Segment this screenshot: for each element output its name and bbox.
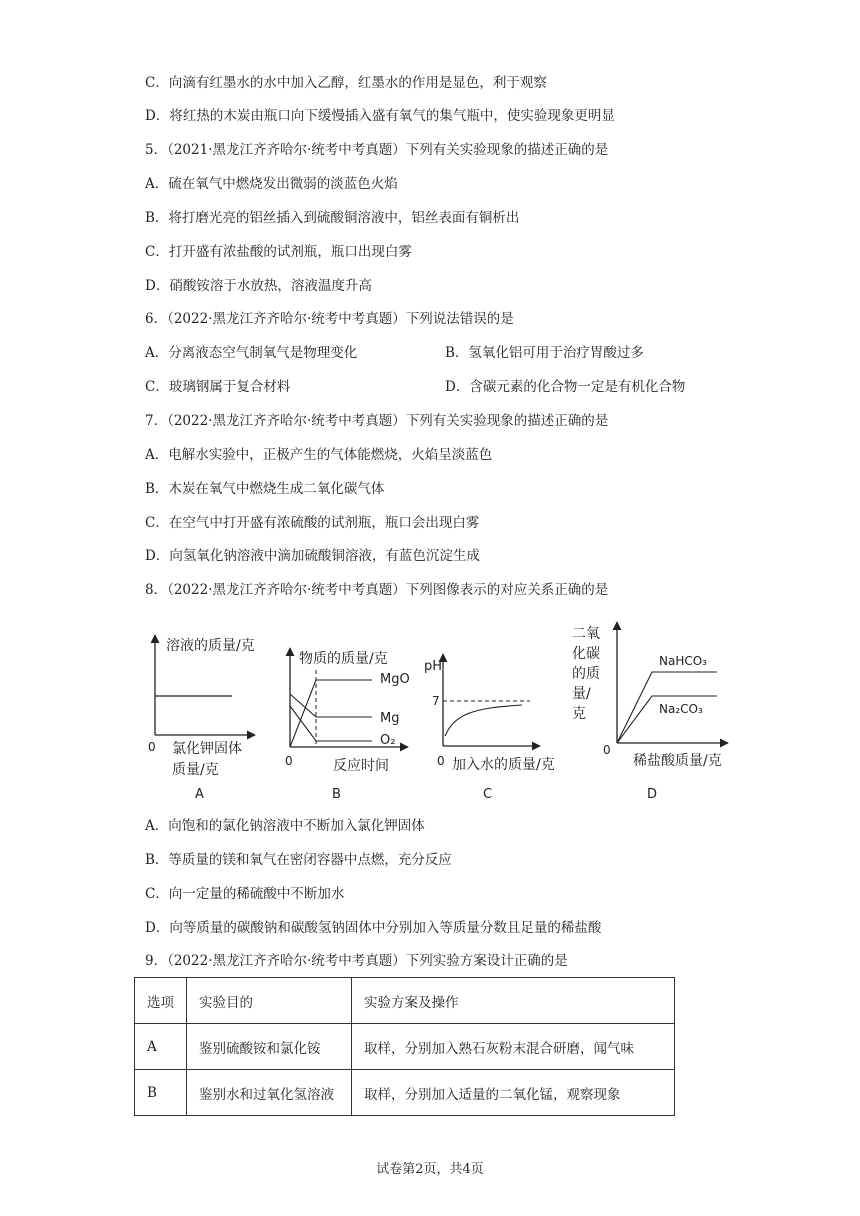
graph-a-xlabel-1: 氯化钾固体 [172,741,242,757]
table-cell: 鉴别硫酸铵和氯化铵 [187,1024,352,1070]
graph-b-curve-o2 [290,706,372,741]
q5-option-a: A．硫在氧气中燃烧发出微弱的淡蓝色火焰 [145,176,398,192]
graph-d-label-na2co3: Na₂CO₃ [659,702,703,716]
graph-b-caption: B [332,787,341,802]
graph-c [424,654,555,802]
graph-d-ylabel-3: 的质 [572,666,600,682]
graph-d [572,622,728,802]
graph-a [148,635,255,802]
table-cell: 鉴别水和过氧化氢溶液 [187,1070,352,1116]
graph-c-caption: C [483,787,493,802]
q8-option-b: B．等质量的镁和氧气在密闭容器中点燃，充分反应 [145,852,452,868]
q6-option-a: A．分离液态空气制氧气是物理变化 [145,345,358,361]
question-8-figures [0,610,860,810]
graph-b-curve-mg [290,694,372,717]
graph-c-curve [445,705,522,736]
graph-b [285,648,410,802]
graph-d-ylabel-1: 二氧 [572,626,600,642]
graph-c-ylabel: pH [424,659,443,674]
table-row [135,1070,675,1116]
graph-a-caption: A [195,787,204,802]
q8-option-d: D．向等质量的碳酸钠和碳酸氢钠固体中分别加入等质量分数且足量的稀盐酸 [145,920,602,936]
table-header-cell: 实验方案及操作 [352,978,675,1024]
graph-c-origin: 0 [437,754,445,768]
table-row [135,1024,675,1070]
graph-b-label-mgo: MgO [380,672,410,687]
table-header-cell: 实验目的 [187,978,352,1024]
table-cell: B [135,1070,187,1116]
graph-d-ylabel-2: 化碳 [572,646,600,662]
q7-option-b: B．木炭在氧气中燃烧生成二氧化碳气体 [145,481,385,497]
graph-d-origin: 0 [603,743,611,757]
q4-option-d: D．将红热的木炭由瓶口向下缓慢插入盛有氧气的集气瓶中，使实验现象更明显 [145,108,615,124]
graph-a-ylabel: 溶液的质量/克 [166,638,255,654]
question-5-title: 5．（2021·黑龙江齐齐哈尔·统考中考真题）下列有关实验现象的描述正确的是 [145,142,609,158]
q6-option-c: C．玻璃钢属于复合材料 [145,379,291,395]
question-7-title: 7．（2022·黑龙江齐齐哈尔·统考中考真题）下列有关实验现象的描述正确的是 [145,413,609,429]
q7-option-d: D．向氢氧化钠溶液中滴加硫酸铜溶液，有蓝色沉淀生成 [145,548,480,564]
graph-b-label-o2: O₂ [380,733,396,748]
graph-b-origin: 0 [285,754,293,768]
question-9-title: 9．（2022·黑龙江齐齐哈尔·统考中考真题）下列实验方案设计正确的是 [145,953,568,969]
q5-option-c: C．打开盛有浓盐酸的试剂瓶，瓶口出现白雾 [145,244,412,260]
question-6-title: 6．（2022·黑龙江齐齐哈尔·统考中考真题）下列说法错误的是 [145,311,514,327]
graph-b-ylabel: 物质的质量/克 [299,651,388,667]
graph-d-ylabel-5: 克 [572,706,586,722]
q8-option-c: C．向一定量的稀硫酸中不断加水 [145,886,345,902]
q5-option-b: B．将打磨光亮的铝丝插入到硫酸铜溶液中，铝丝表面有铜析出 [145,210,520,226]
graph-d-ylabel-4: 量/ [572,686,591,702]
graph-c-tick-7: 7 [432,694,440,708]
graph-b-label-mg: Mg [380,711,400,726]
table-header-cell: 选项 [135,978,187,1024]
graph-a-xlabel-2: 质量/克 [172,762,219,778]
q7-option-c: C．在空气中打开盛有浓硫酸的试剂瓶，瓶口会出现白雾 [145,515,480,531]
graph-b-curve-mgo [290,680,372,747]
q6-option-d: D．含碳元素的化合物一定是有机化合物 [445,379,686,395]
q7-option-a: A．电解水实验中，正极产生的气体能燃烧，火焰呈淡蓝色 [145,447,493,463]
graph-d-label-nahco3: NaHCO₃ [659,654,707,668]
question-8-title: 8．（2022·黑龙江齐齐哈尔·统考中考真题）下列图像表示的对应关系正确的是 [145,582,609,598]
graph-a-origin: 0 [148,740,156,754]
question-9-table [134,977,675,1116]
graph-b-xlabel: 反应时间 [333,758,389,774]
q5-option-d: D．硝酸铵溶于水放热，溶液温度升高 [145,278,372,294]
graph-d-xlabel: 稀盐酸质量/克 [633,753,722,769]
graph-c-xlabel: 加入水的质量/克 [452,757,555,773]
q6-option-b: B．氢氧化铝可用于治疗胃酸过多 [445,345,644,361]
table-cell: 取样，分别加入熟石灰粉末混合研磨，闻气味 [352,1024,675,1070]
graph-d-caption: D [647,787,658,802]
page-footer: 试卷第2页，共4页 [376,1162,484,1177]
q8-option-a: A．向饱和的氯化钠溶液中不断加入氯化钾固体 [145,818,425,834]
table-header-row [135,978,675,1024]
q4-option-c: C．向滴有红墨水的水中加入乙醇，红墨水的作用是显色，利于观察 [145,75,547,91]
table-cell: A [135,1024,187,1070]
table-cell: 取样，分别加入适量的二氧化锰，观察现象 [352,1070,675,1116]
